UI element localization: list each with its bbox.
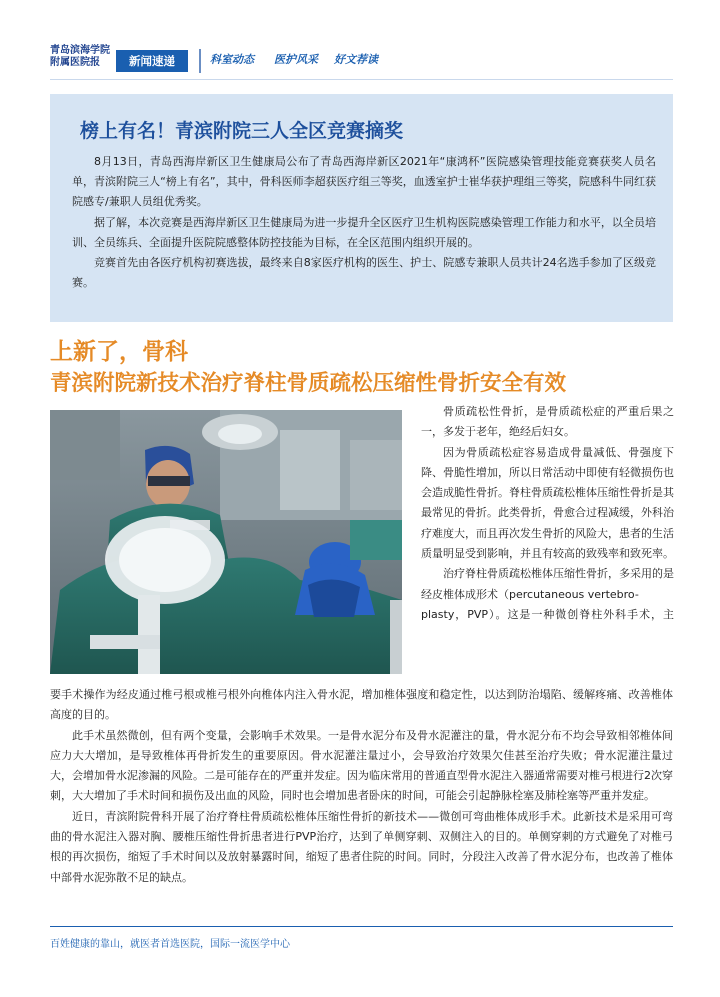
nav-item-dept-news: 科室动态 (210, 53, 254, 66)
header-rule (50, 79, 673, 80)
article-kicker: 上新了，骨科 (50, 339, 188, 365)
news-paragraph: 8月13日，青岛西海岸新区卫生健康局公布了青岛西海岸新区2021年“康鸿杯”医院感染管理技能竞赛获奖人员名单，青滨附院三人“榜上有名”，其中，骨科医师李超获医疗组三等奖，血透室护士崔华获护理组三等奖，院感科牛同红获院感专/兼职人员组优秀奖。 (72, 155, 656, 209)
article-paragraph-continued: 要手术操作为经皮通过椎弓根或椎弓根外向椎体内注入骨水泥，增加椎体强度和稳定性，以达到防治塌陷、缓解疼痛、改善椎体高度的目的。 (50, 688, 673, 722)
article-column (421, 402, 674, 625)
news-paragraph: 据了解，本次竞赛是西海岸新区卫生健康局为进一步提升全区医疗卫生机构医院感染管理工作能力和水平，以全员培训、全员练兵、全面提升医院院感整体防控技能为目标，在全区范围内组织开展的。 (72, 215, 656, 249)
section-tag: 新闻速递 (116, 50, 188, 72)
nav-item-staff: 医护风采 (274, 53, 318, 66)
article-paragraph: 近日，青滨附院骨科开展了治疗脊柱骨质疏松椎体压缩性骨折的新技术——微创可弯曲椎体成形手术。此新技术是采用可弯曲的骨水泥注入器对胸、腰椎压缩性骨折患者进行PVP治疗，达到了单侧穿刺、双侧注入的目的。单侧穿刺的方式避免了对椎弓根的再次损伤，缩短了手术时间以及放射暴露时间，缩短了患者住院的时间。同时，分段注入改善了骨水泥分布，也改善了椎体中部骨水泥弥散不足的缺点。 (50, 809, 673, 884)
article-title: 青滨附院新技术治疗脊柱骨质疏松压缩性骨折安全有效 (50, 371, 567, 396)
news-body (72, 152, 656, 293)
surgery-photo (50, 410, 402, 674)
nav-item-reading: 好文荐读 (334, 53, 378, 66)
article-paragraph: 因为骨质疏松症容易造成骨量减低、骨强度下降、骨脆性增加，所以日常活动中即使有轻微损伤也会造成脆性骨折。脊柱骨质疏松椎体压缩性骨折是其最常见的骨折。此类骨折，骨愈合过程减缓，外科治疗难度大，而且再次发生骨折的风险大，患者的生活质量明显受到影响，并且有较高的致残率和致死率。 (421, 445, 674, 561)
logo-line1: 青岛滨海学院 (50, 45, 110, 56)
news-paragraph: 竞赛首先由各医疗机构初赛选拔，最终来自8家医疗机构的医生、护士、院感专兼职人员共计24名选手参加了区级竞赛。 (72, 256, 656, 290)
logo-line2: 附属医院报 (50, 57, 100, 68)
header-divider (199, 49, 201, 73)
news-title: 榜上有名！青滨附院三人全区竞赛摘奖 (80, 120, 404, 142)
article-paragraph-tail: plasty，PVP）。这是一种微创脊柱外科手术，主 (421, 607, 674, 621)
newspaper-logo (50, 45, 110, 69)
footer-rule (50, 926, 673, 927)
article-body (50, 685, 673, 888)
article-paragraph: 此手术虽然微创，但有两个变量，会影响手术效果。一是骨水泥分布及骨水泥灌注的量，骨水泥分布不均会导致相邻椎体间应力大大增加，是导致椎体再骨折发生的重要原因。骨水泥灌注量过小，会导致治疗效果欠佳甚至治疗失败；骨水泥灌注量过大，会增加骨水泥渗漏的风险。二是可能存在的严重并发症。因为临床常用的普通直型骨水泥注入器通常需要对椎弓根进行2次穿刺，大大增加了手术时间和损伤及出血的风险，同时也会增加患者卧床的时间，可能会引起静脉栓塞及肺栓塞等严重并发症。 (50, 728, 673, 803)
article-paragraph-lead: 治疗脊柱骨质疏松椎体压缩性骨折，多采用的是经皮椎体成形术（percutaneous vertebro- (421, 567, 674, 601)
footer-slogan: 百姓健康的靠山，就医者首选医院，国际一流医学中心 (50, 939, 290, 950)
article-paragraph: 骨质疏松性骨折，是骨质疏松症的严重后果之一，多发于老年，绝经后妇女。 (421, 405, 674, 439)
